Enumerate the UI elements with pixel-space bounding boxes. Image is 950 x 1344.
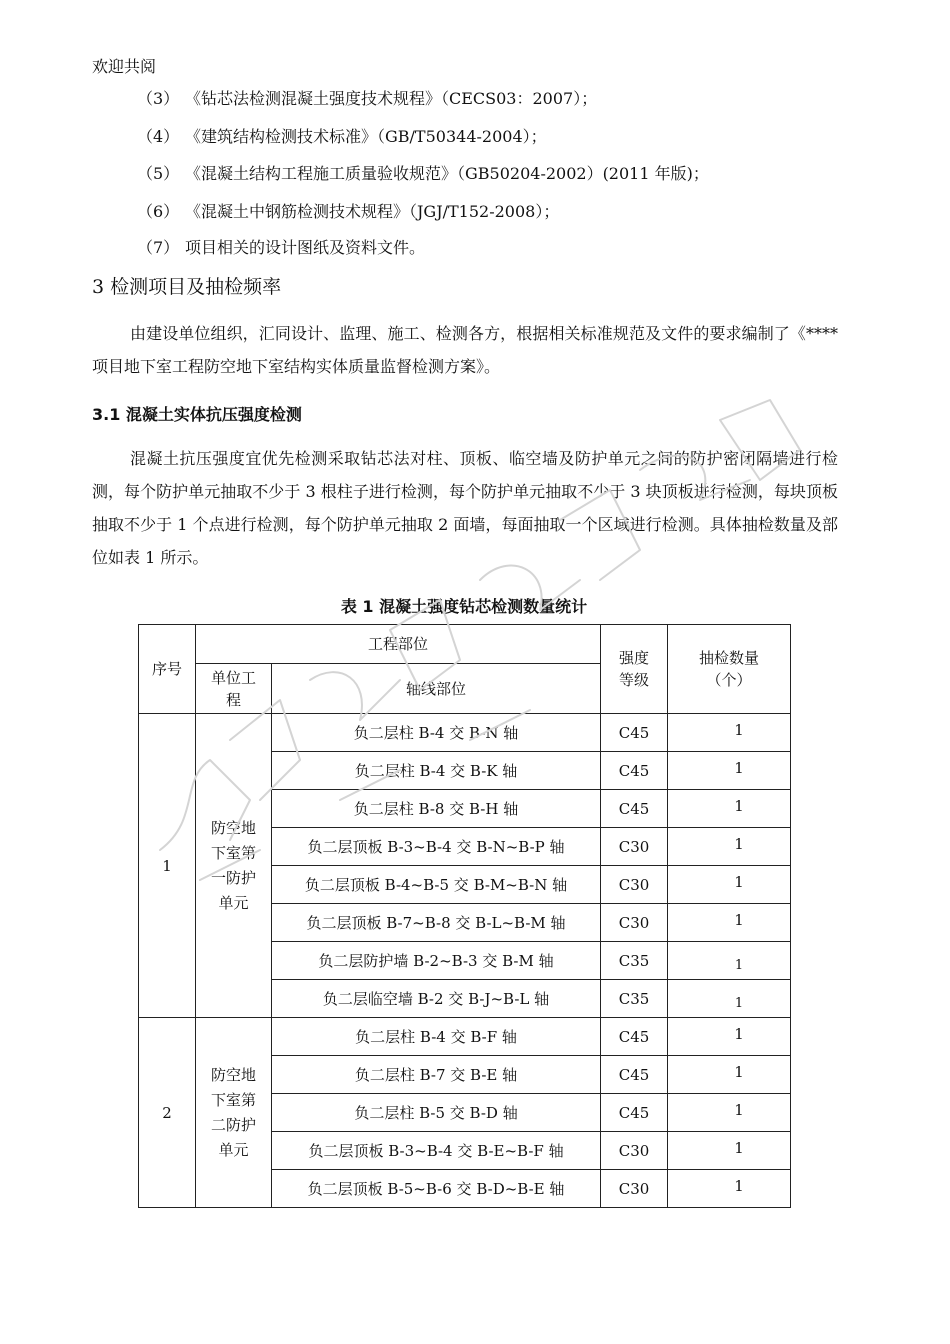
axis-cell: 负二层柱 B-4 交 B-N 轴	[272, 714, 601, 752]
subsection-title: 3.1 混凝土实体抗压强度检测	[92, 405, 302, 424]
group-unit: 防空地下室第二防护单元	[196, 1018, 272, 1208]
count-cell: 1	[668, 1018, 791, 1056]
grade-cell: C30	[601, 866, 668, 904]
axis-cell: 负二层顶板 B-7~B-8 交 B-L~B-M 轴	[272, 904, 601, 942]
axis-cell: 负二层临空墙 B-2 交 B-J~B-L 轴	[272, 980, 601, 1018]
reference-text: 《混凝土结构工程施工质量验收规范》（GB50204-2002）(2011 年版)；	[185, 164, 709, 183]
strength-table	[138, 624, 791, 1208]
grade-cell: C30	[601, 828, 668, 866]
count-cell: 1	[668, 828, 791, 866]
axis-cell: 负二层柱 B-4 交 B-F 轴	[272, 1018, 601, 1056]
grade-cell: C35	[601, 942, 668, 980]
count-cell: 1	[668, 1056, 791, 1094]
reference-item	[137, 86, 597, 109]
section-intro: 由建设单位组织，汇同设计、监理、施工、检测各方，根据相关标准规范及文件的要求编制了《****项目地下室工程防空地下室结构实体质量监督检测方案》。	[92, 324, 838, 376]
axis-cell: 负二层柱 B-8 交 B-H 轴	[272, 790, 601, 828]
header-seq: 序号	[139, 625, 196, 714]
grade-cell: C45	[601, 714, 668, 752]
reference-text: 《混凝土中钢筋检测技术规程》（JGJ/T152-2008）；	[185, 202, 560, 221]
grade-cell: C45	[601, 1094, 668, 1132]
reference-text: 《建筑结构检测技术标准》（GB/T50344-2004）；	[185, 127, 547, 146]
header-grade: 强度等级	[601, 625, 668, 714]
group-seq: 2	[139, 1018, 196, 1208]
reference-number: （6）	[137, 202, 180, 221]
reference-number: （7）	[137, 238, 180, 257]
count-cell: 1	[668, 1132, 791, 1170]
axis-cell: 负二层防护墙 B-2~B-3 交 B-M 轴	[272, 942, 601, 980]
header-count: 抽检数量（个）	[668, 625, 791, 714]
grade-cell: C35	[601, 980, 668, 1018]
reference-item	[137, 199, 559, 222]
grade-cell: C45	[601, 790, 668, 828]
reference-text: 项目相关的设计图纸及资料文件。	[185, 238, 426, 257]
grade-cell: C45	[601, 1018, 668, 1056]
count-cell: 1	[668, 1170, 791, 1208]
count-cell: 1	[668, 904, 791, 942]
table-caption: 表 1 混凝土强度钻芯检测数量统计	[340, 597, 588, 616]
page-header: 欢迎共阅	[92, 57, 157, 76]
section-title: 3 检测项目及抽检频率	[92, 276, 282, 298]
count-cell: 1	[668, 790, 791, 828]
group-unit: 防空地下室第一防护单元	[196, 714, 272, 1018]
header-unit: 单位工程	[196, 664, 272, 714]
count-cell: 1	[668, 1094, 791, 1132]
axis-cell: 负二层柱 B-5 交 B-D 轴	[272, 1094, 601, 1132]
grade-cell: C30	[601, 1132, 668, 1170]
reference-number: （4）	[137, 127, 180, 146]
count-cell: 1	[668, 980, 791, 1018]
count-cell: 1	[668, 752, 791, 790]
reference-item	[137, 235, 425, 258]
grade-cell: C45	[601, 752, 668, 790]
group-seq: 1	[139, 714, 196, 1018]
count-cell: 1	[668, 942, 791, 980]
subsection-body: 混凝土抗压强度宜优先检测采取钻芯法对柱、顶板、临空墙及防护单元之间的防护密闭隔墙进行检测，每个防护单元抽取不少于 3 根柱子进行检测，每个防护单元抽取不少于 3 块顶板进行检测，每块顶板抽取不少于 1 个点进行检测，每个防护单元抽取 2 面墙，每面抽取一个区域进行检测。具体抽检数量及部位如表 1 所示。	[92, 449, 838, 567]
axis-cell: 负二层柱 B-4 交 B-K 轴	[272, 752, 601, 790]
axis-cell: 负二层顶板 B-4~B-5 交 B-M~B-N 轴	[272, 866, 601, 904]
axis-cell: 负二层顶板 B-3~B-4 交 B-E~B-F 轴	[272, 1132, 601, 1170]
reference-number: （5）	[137, 164, 180, 183]
axis-cell: 负二层顶板 B-5~B-6 交 B-D~B-E 轴	[272, 1170, 601, 1208]
grade-cell: C30	[601, 904, 668, 942]
reference-item	[137, 161, 709, 184]
reference-text: 《钻芯法检测混凝土强度技术规程》（CECS03：2007）；	[185, 89, 598, 108]
axis-cell: 负二层柱 B-7 交 B-E 轴	[272, 1056, 601, 1094]
axis-cell: 负二层顶板 B-3~B-4 交 B-N~B-P 轴	[272, 828, 601, 866]
reference-number: （3）	[137, 89, 180, 108]
grade-cell: C45	[601, 1056, 668, 1094]
header-project-part: 工程部位	[196, 625, 601, 664]
count-cell: 1	[668, 866, 791, 904]
header-axis: 轴线部位	[272, 664, 601, 714]
reference-item	[137, 124, 547, 147]
count-cell: 1	[668, 714, 791, 752]
grade-cell: C30	[601, 1170, 668, 1208]
